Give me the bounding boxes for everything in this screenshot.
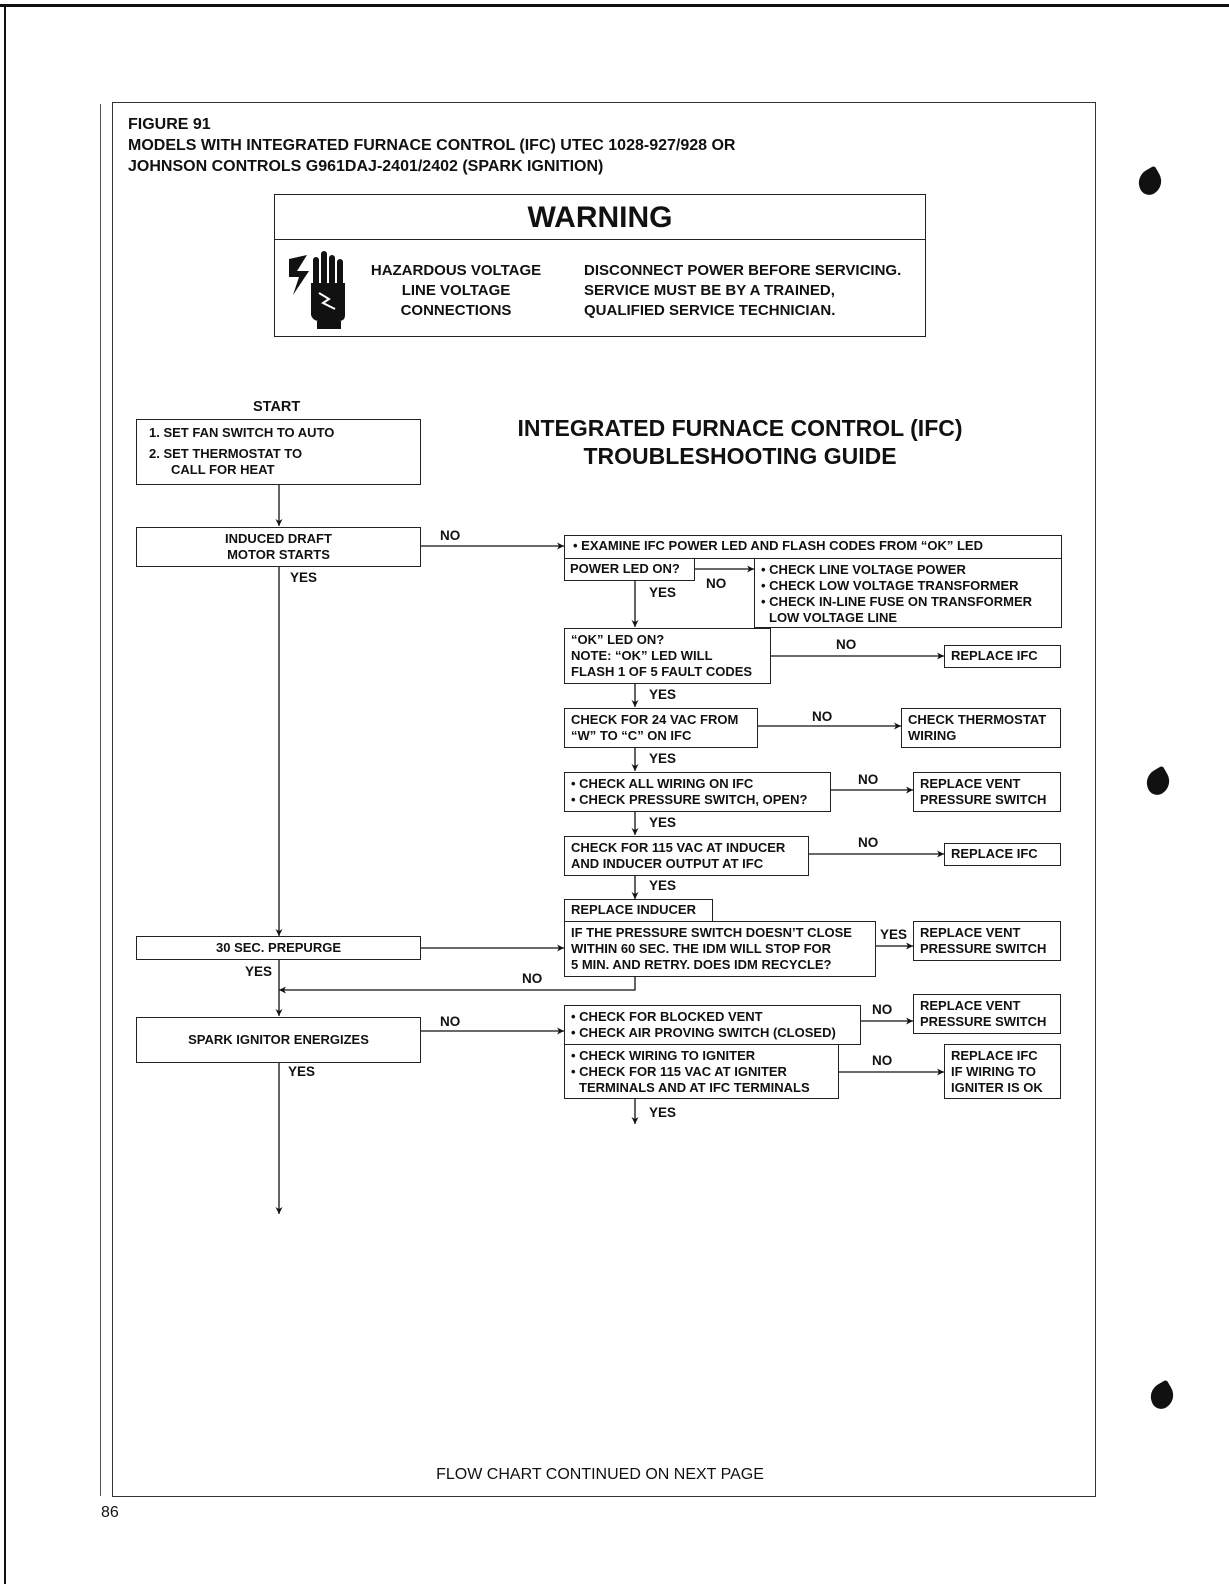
replace-vent-ps-box-2 [913, 921, 1061, 961]
check-wiring-line: • CHECK PRESSURE SWITCH, OPEN? [571, 792, 808, 807]
replace-vent-ps-box-3 [913, 994, 1061, 1034]
question-line: WITHIN 60 SEC. THE IDM WILL STOP FOR [571, 941, 832, 956]
power-check: • CHECK IN-LINE FUSE ON TRANSFORMER [761, 594, 1033, 609]
power-check: LOW VOLTAGE LINE [769, 610, 898, 625]
115vac-yes-label: YES [649, 878, 677, 893]
check-thermostat-line: WIRING [908, 728, 957, 743]
hazard-line: LINE VOLTAGE [401, 282, 511, 299]
spark-ignitor-text: SPARK IGNITOR ENERGIZES [188, 1032, 369, 1047]
replace-vent-line: REPLACE VENT [920, 998, 1021, 1013]
replace-ifc-igniter-box [944, 1044, 1061, 1099]
power-check: • CHECK LINE VOLTAGE POWER [761, 562, 966, 577]
page-number: 86 [101, 1504, 119, 1521]
question-line: 5 MIN. AND RETRY. DOES IDM RECYCLE? [571, 957, 832, 972]
replace-inducer-text: REPLACE INDUCER [571, 902, 696, 917]
start-label: START [253, 399, 301, 415]
ok-no-label: NO [836, 637, 857, 652]
replace-vent-line: PRESSURE SWITCH [920, 792, 1047, 807]
check-115vac-line: CHECK FOR 115 VAC AT INDUCER [571, 840, 786, 855]
check-115vac-line: AND INDUCER OUTPUT AT IFC [571, 856, 764, 871]
figure-title-line2: JOHNSON CONTROLS G961DAJ-2401/2402 (SPARK IGNITION) [128, 158, 604, 175]
igniter-no-label: NO [872, 1053, 893, 1068]
check-blocked-vent-box [564, 1005, 861, 1045]
check-24vac-line: “W” TO “C” ON IFC [571, 728, 692, 743]
figure-number: FIGURE 91 [128, 116, 211, 133]
replace-vent-line: REPLACE VENT [920, 776, 1021, 791]
start-step: CALL FOR HEAT [171, 462, 275, 477]
inducer-motor-line: INDUCED DRAFT [225, 531, 332, 546]
replace-vent-line: PRESSURE SWITCH [920, 941, 1047, 956]
igniter-wiring-line: • CHECK WIRING TO IGNITER [571, 1048, 756, 1063]
replace-ifc-text: REPLACE IFC [951, 846, 1038, 861]
replace-ifc-text: REPLACE IFC [951, 648, 1038, 663]
check-wiring-ifc-box [564, 772, 831, 812]
blocked-vent-line: • CHECK FOR BLOCKED VENT [571, 1009, 763, 1024]
igniter-wiring-line: • CHECK FOR 115 VAC AT IGNITER [571, 1064, 787, 1079]
recycle-no-label: NO [522, 971, 543, 986]
examine-ifc-box [564, 535, 1062, 559]
replace-ifc-igniter-line: IGNITER IS OK [951, 1080, 1043, 1095]
replace-vent-line: PRESSURE SWITCH [920, 1014, 1047, 1029]
hazard-line: HAZARDOUS VOLTAGE [370, 262, 542, 279]
power-no-label: NO [706, 576, 727, 591]
guide-title-line1: INTEGRATED FURNACE CONTROL (IFC) [517, 415, 963, 441]
power-led-text: POWER LED ON? [570, 561, 680, 576]
check-igniter-wiring-box [564, 1044, 839, 1099]
recycle-yes-label: YES [880, 927, 908, 942]
ok-led-line: FLASH 1 OF 5 FAULT CODES [571, 664, 753, 679]
prepurge-box [136, 936, 421, 960]
wiring-no-label: NO [858, 772, 879, 787]
24vac-yes-label: YES [649, 751, 677, 766]
check-24vac-box [564, 708, 758, 748]
ok-led-line: “OK” LED ON? [571, 632, 665, 647]
pressure-switch-question-box [564, 921, 876, 977]
prepurge-yes-label: YES [245, 964, 273, 979]
wiring-yes-label: YES [649, 815, 677, 830]
inducer-motor-line: MOTOR STARTS [227, 547, 330, 562]
start-step: 1. SET FAN SWITCH TO AUTO [149, 425, 335, 440]
ok-yes-label: YES [649, 687, 677, 702]
igniter-wiring-line: TERMINALS AND AT IFC TERMINALS [579, 1080, 810, 1095]
start-step: 2. SET THERMOSTAT TO [149, 446, 303, 461]
blocked-vent-line: • CHECK AIR PROVING SWITCH (CLOSED) [571, 1025, 836, 1040]
guide-title-line2: TROUBLESHOOTING GUIDE [583, 443, 897, 469]
24vac-no-label: NO [812, 709, 833, 724]
start-steps-box [136, 419, 421, 485]
spark-no-label: NO [440, 1014, 461, 1029]
replace-ifc-igniter-line: IF WIRING TO [951, 1064, 1036, 1079]
power-led-box [564, 558, 695, 581]
power-yes-label: YES [649, 585, 677, 600]
warning-heading: WARNING [275, 197, 925, 240]
115vac-no-label: NO [858, 835, 879, 850]
check-thermostat-line: CHECK THERMOSTAT [908, 712, 1047, 727]
replace-ifc-igniter-line: REPLACE IFC [951, 1048, 1038, 1063]
replace-vent-line: REPLACE VENT [920, 925, 1021, 940]
hazard-line: CONNECTIONS [400, 302, 512, 319]
replace-inducer-box [564, 899, 713, 922]
examine-ifc-text: • EXAMINE IFC POWER LED AND FLASH CODES FROM “OK” LED [573, 538, 983, 553]
continued-note: FLOW CHART CONTINUED ON NEXT PAGE [436, 1466, 764, 1483]
prepurge-text: 30 SEC. PREPURGE [216, 940, 341, 955]
inducer-yes-label: YES [290, 570, 318, 585]
power-check: • CHECK LOW VOLTAGE TRANSFORMER [761, 578, 1019, 593]
check-115vac-inducer-box [564, 836, 809, 876]
spark-ignitor-box [136, 1017, 421, 1063]
arrow-recycle-no [279, 976, 635, 990]
question-line: IF THE PRESSURE SWITCH DOESN’T CLOSE [571, 925, 852, 940]
power-checks-box [754, 558, 1062, 628]
igniter-yes-label: YES [649, 1105, 677, 1120]
check-thermostat-box [901, 708, 1061, 748]
ok-led-line: NOTE: “OK” LED WILL [571, 648, 713, 663]
instruction-line: DISCONNECT POWER BEFORE SERVICING. [584, 262, 902, 279]
blocked-vent-no-label: NO [872, 1002, 893, 1017]
instruction-line: SERVICE MUST BE BY A TRAINED, [584, 282, 835, 299]
figure-title-line1: MODELS WITH INTEGRATED FURNACE CONTROL (IFC) UTEC 1028-927/928 OR [128, 137, 736, 154]
inducer-no-label: NO [440, 528, 461, 543]
replace-ifc-box-1 [944, 645, 1061, 668]
inducer-motor-box [136, 527, 421, 567]
replace-ifc-box-2 [944, 843, 1061, 866]
instruction-line: QUALIFIED SERVICE TECHNICIAN. [584, 302, 836, 319]
replace-vent-ps-box-1 [913, 772, 1061, 812]
check-wiring-line: • CHECK ALL WIRING ON IFC [571, 776, 754, 791]
ok-led-box [564, 628, 771, 684]
check-24vac-line: CHECK FOR 24 VAC FROM [571, 712, 739, 727]
spark-yes-label: YES [288, 1064, 316, 1079]
